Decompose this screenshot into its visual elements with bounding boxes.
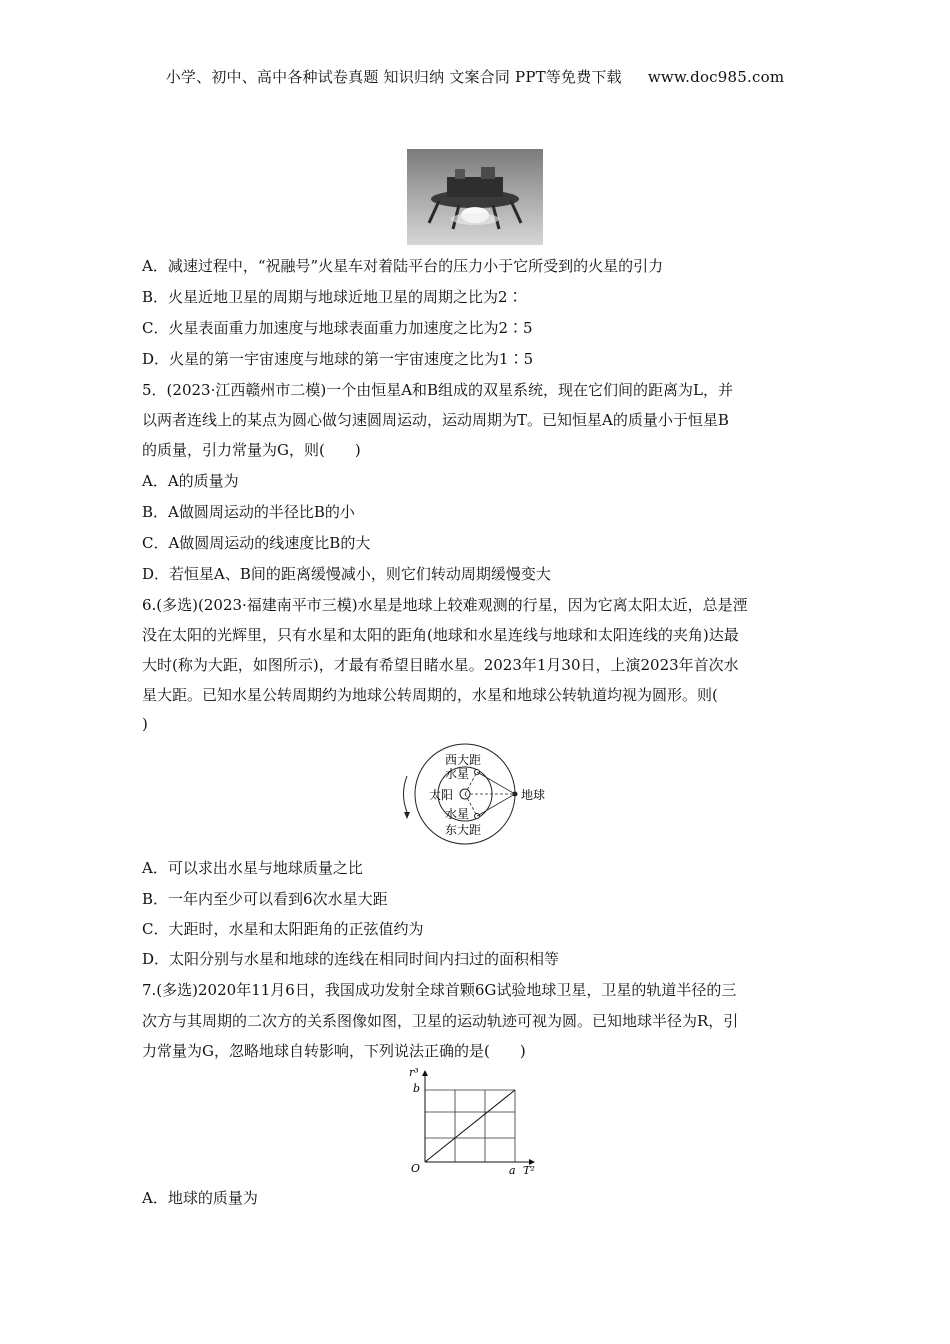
q5-stem-line-3: 的质量，引力常量为G，则( ): [142, 441, 361, 459]
label-east: 东大距: [445, 823, 482, 837]
origin-label: O: [411, 1162, 421, 1175]
q4-option-d: D．火星的第一宇宙速度与地球的第一宇宙速度之比为1∶5: [142, 350, 534, 368]
label-earth: 地球: [521, 788, 546, 802]
q5-option-c: C．A做圆周运动的线速度比B的大: [142, 534, 371, 552]
y-tick-label: b: [413, 1082, 421, 1095]
q4-option-c: C．火星表面重力加速度与地球表面重力加速度之比为2∶5: [142, 319, 533, 337]
direction-arrow-icon: [403, 776, 407, 812]
q6-option-b: B．一年内至少可以看到6次水星大距: [142, 890, 388, 908]
sight-line-bottom: [477, 794, 515, 816]
orbit-diagram: [395, 742, 555, 846]
q4-option-b: B．火星近地卫星的周期与地球近地卫星的周期之比为2∶: [142, 288, 523, 306]
q6-stem-line-2: 没在太阳的光辉里，只有水星和太阳的距角(地球和水星连线与地球和太阳连线的夹角)达最: [142, 626, 739, 644]
header-text: 小学、初中、高中各种试卷真题 知识归纳 文案合同 PPT等免费下载: [165, 68, 622, 86]
x-tick-label: a: [509, 1164, 516, 1177]
lander-illustration: [407, 149, 543, 245]
q6-option-a: A．可以求出水星与地球质量之比: [142, 859, 363, 877]
label-mercury-bottom: 水星: [445, 807, 470, 821]
data-line: [425, 1090, 515, 1162]
q7-stem-line-2: 次方与其周期的二次方的关系图像如图，卫星的运动轨迹可视为圆。已知地球半径为R，引: [142, 1012, 739, 1030]
label-west: 西大距: [445, 753, 482, 767]
q6-stem-line-4: 星大距。已知水星公转周期约为地球公转周期的，水星和地球公转轨道均视为圆形。则(: [142, 686, 718, 704]
q4-option-a: A．减速过程中，“祝融号”火星车对着陆平台的压力小于它所受到的火星的引力: [142, 257, 664, 275]
q7-stem-line-3: 力常量为G，忽略地球自转影响，下列说法正确的是( ): [142, 1042, 526, 1060]
q6-option-c: C．大距时，水星和太阳距角的正弦值约为: [142, 920, 424, 938]
x-axis-label: T²: [523, 1164, 535, 1177]
label-sun: 太阳: [429, 788, 454, 802]
sight-line-top: [477, 772, 515, 794]
q7-stem-line-1: 7.(多选)2020年11月6日，我国成功发射全球首颗6G试验地球卫星，卫星的轨道半径的三: [142, 981, 737, 999]
lander-photo: [407, 149, 543, 245]
q5-stem-line-2: 以两者连线上的某点为圆心做匀速圆周运动，运动周期为T。已知恒星A的质量小于恒星B: [142, 411, 729, 429]
q6-option-d: D．太阳分别与水星和地球的连线在相同时间内扫过的面积相等: [142, 950, 560, 968]
label-mercury-top: 水星: [445, 767, 470, 781]
y-axis-label: r³: [409, 1068, 419, 1079]
q6-stem-line-5: ): [142, 715, 148, 733]
q5-option-d: D．若恒星A、B间的距离缓慢减小，则它们转动周期缓慢变大: [142, 565, 551, 583]
q7-option-a: A．地球的质量为: [142, 1189, 258, 1207]
page-header: [0, 66, 950, 87]
header-url[interactable]: www.doc985.com: [647, 68, 785, 86]
q6-stem-line-3: 大时(称为大距，如图所示)，才最有希望目睹水星。2023年1月30日，上演2023年首次水: [142, 656, 739, 674]
r3-t2-graph: [405, 1068, 545, 1178]
q5-option-a: A．A的质量为: [142, 472, 239, 490]
q5-stem-line-1: 5．(2023·江西赣州市二模)一个由恒星A和B组成的双星系统，现在它们间的距离为L，并: [142, 381, 734, 399]
q6-stem-line-1: 6.(多选)(2023·福建南平市三模)水星是地球上较难观测的行星，因为它离太阳太近，总是湮: [142, 596, 748, 614]
q5-option-b: B．A做圆周运动的半径比B的小: [142, 503, 355, 521]
